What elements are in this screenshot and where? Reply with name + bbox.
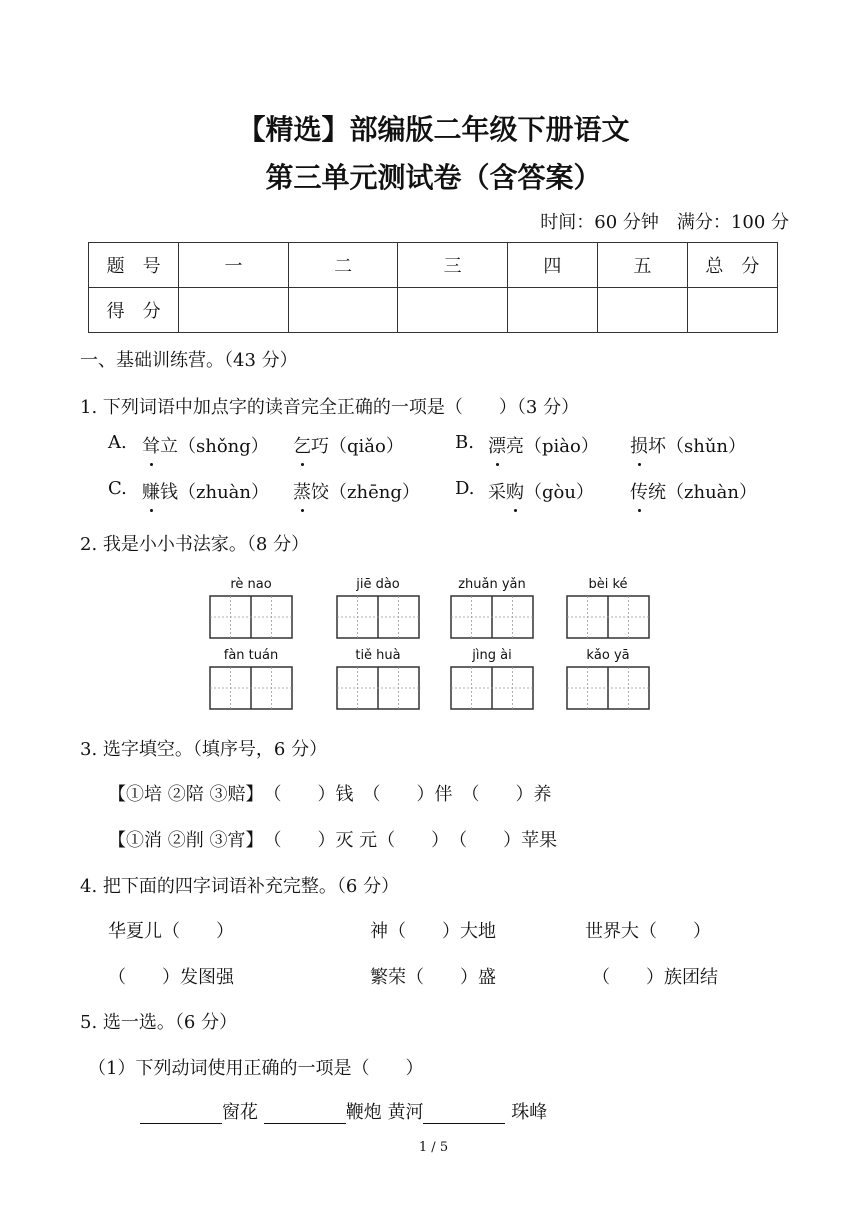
- q1-word: [293, 478, 420, 504]
- score-input-cell[interactable]: [507, 288, 597, 333]
- q1-word: [142, 478, 269, 504]
- word-rest: 亮（piào）: [506, 436, 599, 457]
- tian-grid[interactable]: [209, 595, 293, 639]
- pinyin-label: zhuǎn yǎn: [458, 577, 526, 592]
- table-cell: 二: [288, 243, 398, 288]
- word-rest: 巧（qiǎo）: [311, 436, 404, 457]
- word-rest: （gòu）: [524, 482, 594, 503]
- question-2-stem: 2. 我是小小书法家。（8 分）: [80, 534, 310, 555]
- pinyin-label: kǎo yā: [586, 648, 630, 663]
- section-heading: 一、基础训练营。（43 分）: [80, 350, 298, 371]
- word-prefix: 采: [488, 482, 506, 503]
- tian-grid[interactable]: [450, 595, 534, 639]
- dotted-char: 耸: [142, 432, 160, 458]
- fill-word: 鞭炮: [345, 1102, 382, 1123]
- title-line-1: 【精选】部编版二年级下册语文: [237, 113, 630, 146]
- answer-blank[interactable]: [140, 1105, 222, 1124]
- tian-grid[interactable]: [209, 666, 293, 710]
- q4-item: （ ）发图强: [108, 967, 234, 988]
- pinyin-label: jiē dào: [356, 577, 400, 592]
- dotted-char: 蒸: [293, 478, 311, 504]
- pinyin-label: jìng ài: [472, 648, 512, 663]
- score-input-cell[interactable]: [179, 288, 289, 333]
- page-number: 1 / 5: [418, 1140, 449, 1155]
- fill-word: 窗花: [222, 1102, 258, 1123]
- answer-blank[interactable]: [264, 1105, 346, 1124]
- word-rest: 钱（zhuàn）: [160, 482, 269, 503]
- word-rest: 坏（shǔn）: [648, 436, 747, 457]
- q1-word: [630, 432, 746, 458]
- tian-grid[interactable]: [450, 666, 534, 710]
- table-cell: 总 分: [687, 243, 777, 288]
- word-rest: 立（shǒng）: [160, 436, 269, 457]
- dotted-char: 乞: [293, 432, 311, 458]
- tian-grid[interactable]: [566, 666, 650, 710]
- time-info: 时间：60 分钟 满分：100 分: [540, 212, 789, 233]
- q4-item: 世界大（ ）: [585, 921, 711, 942]
- table-cell: 四: [507, 243, 597, 288]
- fill-word: 珠峰: [511, 1102, 548, 1123]
- q1-option-label: A.: [108, 432, 127, 453]
- dotted-char: 损: [630, 432, 648, 458]
- q5-fill-line: [140, 1098, 547, 1124]
- question-5-stem: 5. 选一选。（6 分）: [80, 1012, 238, 1033]
- tian-grid[interactable]: [336, 595, 420, 639]
- answer-blank[interactable]: [423, 1105, 505, 1124]
- q4-item: 繁荣（ ）盛: [370, 967, 496, 988]
- table-cell: 题 号: [89, 243, 179, 288]
- q1-word: [293, 432, 404, 458]
- q1-word: [630, 478, 757, 504]
- q3-line: 【①培 ②陪 ③赔】 （ ）钱 （ ）伴 （ ）养: [108, 784, 552, 805]
- question-4-stem: 4. 把下面的四字词语补充完整。（6 分）: [80, 876, 400, 897]
- q1-word: [488, 432, 599, 458]
- score-input-cell[interactable]: [288, 288, 398, 333]
- q1-option-label: D.: [455, 478, 475, 499]
- table-cell: 一: [179, 243, 289, 288]
- q4-item: （ ）族团结: [592, 967, 718, 988]
- q1-option-label: C.: [108, 478, 127, 499]
- pinyin-label: rè nao: [230, 577, 272, 592]
- question-1-stem: 1. 下列词语中加点字的读音完全正确的一项是（ ）（3 分）: [80, 397, 580, 418]
- q1-option-label: B.: [455, 432, 474, 453]
- tian-grid[interactable]: [336, 666, 420, 710]
- pinyin-label: tiě huà: [355, 648, 401, 663]
- q1-word: [142, 432, 269, 458]
- dotted-char: 购: [506, 478, 524, 504]
- table-cell: 三: [398, 243, 508, 288]
- question-3-stem: 3. 选字填空。（填序号，6 分）: [80, 739, 328, 760]
- dotted-char: 传: [630, 478, 648, 504]
- word-rest: 统（zhuàn）: [648, 482, 757, 503]
- table-row: [89, 288, 778, 333]
- score-input-cell[interactable]: [597, 288, 687, 333]
- pinyin-label: fàn tuán: [223, 648, 279, 663]
- word-rest: 饺（zhēng）: [311, 482, 420, 503]
- q5-sub-question: （1）下列动词使用正确的一项是（ ）: [88, 1058, 424, 1079]
- score-input-cell[interactable]: [687, 288, 777, 333]
- fill-word: 黄河: [387, 1102, 424, 1123]
- q4-item: 华夏儿（ ）: [108, 921, 234, 942]
- q4-item: 神（ ）大地: [370, 921, 496, 942]
- table-cell: 五: [597, 243, 687, 288]
- title-line-2: 第三单元测试卷（含答案）: [265, 161, 602, 194]
- dotted-char: 赚: [142, 478, 160, 504]
- tian-grid[interactable]: [566, 595, 650, 639]
- score-table: [88, 242, 778, 333]
- dotted-char: 漂: [488, 432, 506, 458]
- table-cell: 得 分: [89, 288, 179, 333]
- score-input-cell[interactable]: [398, 288, 508, 333]
- pinyin-label: bèi ké: [588, 577, 628, 592]
- table-row: [89, 243, 778, 288]
- q3-line: 【①消 ②削 ③宵】 （ ）灭 元（ ） （ ）苹果: [108, 830, 558, 851]
- q1-word: [488, 478, 594, 504]
